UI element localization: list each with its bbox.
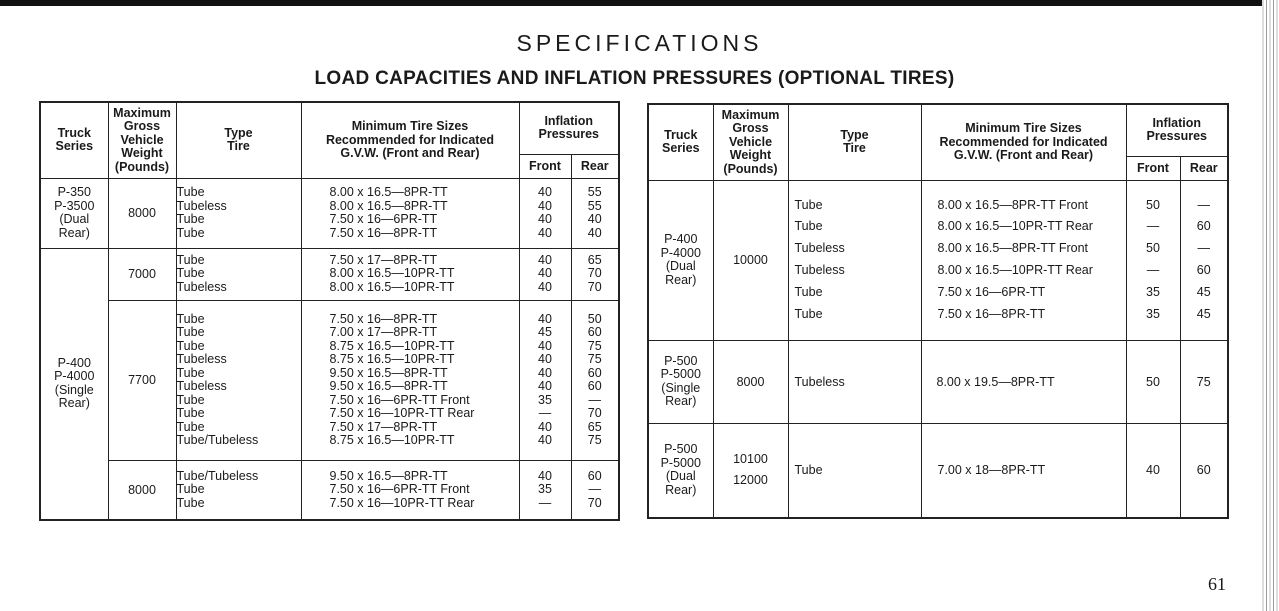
- header-truck-series: Truck Series: [40, 102, 108, 178]
- table-row: [40, 248, 619, 300]
- table-row: [648, 423, 1228, 518]
- header-tire-sizes: Minimum Tire Sizes Recommended for Indicated G.V.W. (Front and Rear): [301, 102, 519, 178]
- page-subtitle: LOAD CAPACITIES AND INFLATION PRESSURES (OPTIONAL TIRES): [314, 68, 955, 89]
- size-cell: 8.00 x 19.5—8PR-TT: [921, 340, 1126, 423]
- type-cell: Tube: [788, 423, 921, 518]
- weight-cell: 7700: [108, 300, 176, 460]
- rear-cell: 50 60 75 75 60 60 — 70 65 75: [571, 300, 619, 460]
- type-cell: Tube Tube Tubeless Tubeless Tube Tube: [788, 180, 921, 340]
- front-cell: 40 45 40 40 40 40 35 — 40 40: [519, 300, 571, 460]
- header-inflation: Inflation Pressures: [519, 102, 619, 154]
- size-cell: 8.00 x 16.5—8PR-TT 8.00 x 16.5—8PR-TT 7.50 x 16—6PR-TT 7.50 x 16—8PR-TT: [301, 178, 519, 248]
- rear-cell: 65 70 70: [571, 248, 619, 300]
- rear-cell: 60 — 70: [571, 460, 619, 520]
- table-row: [648, 340, 1228, 423]
- type-cell: Tube Tube Tube Tubeless Tube Tubeless Tube Tube Tube Tube/Tubeless: [176, 300, 301, 460]
- truck-series-cell: P-400 P-4000 (Dual Rear): [648, 180, 713, 340]
- table-row: [648, 180, 1228, 340]
- front-cell: 50 — 50 — 35 35: [1126, 180, 1180, 340]
- rear-cell: — 60 — 60 45 45: [1180, 180, 1228, 340]
- weight-cell: 10000: [713, 180, 788, 340]
- header-front: Front: [519, 154, 571, 178]
- header-truck-series: Truck Series: [648, 104, 713, 180]
- weight-cell: 8000: [713, 340, 788, 423]
- front-cell: 40 40 40 40: [519, 178, 571, 248]
- top-rule: [0, 0, 1279, 6]
- right-spec-table: [647, 103, 1229, 519]
- table-row: [40, 178, 619, 248]
- front-cell: 40: [1126, 423, 1180, 518]
- size-cell: 7.50 x 16—8PR-TT 7.00 x 17—8PR-TT 8.75 x 16.5—10PR-TT 8.75 x 16.5—10PR-TT 9.50 x 16.5—8PR-TT 9.50 x 16.5—8PR-TT 7.50 x 16—6PR-TT Front 7.50 x 16—10PR-TT Rear 7.50 x 17—8PR-TT 8.75 x 16.5—10PR-TT: [301, 300, 519, 460]
- truck-series-cell: P-350 P-3500 (Dual Rear): [40, 178, 108, 248]
- front-cell: 50: [1126, 340, 1180, 423]
- type-cell: Tube Tubeless Tube Tube: [176, 178, 301, 248]
- header-tire-sizes: Minimum Tire Sizes Recommended for Indicated G.V.W. (Front and Rear): [921, 104, 1126, 180]
- header-weight: Maximum Gross Vehicle Weight (Pounds): [713, 104, 788, 180]
- truck-series-cell: P-500 P-5000 (Dual Rear): [648, 423, 713, 518]
- header-rear: Rear: [1180, 156, 1228, 180]
- header-type-tire: Type Tire: [788, 104, 921, 180]
- weight-cell: 10100 12000: [713, 423, 788, 518]
- type-cell: Tube Tube Tubeless: [176, 248, 301, 300]
- size-cell: 7.00 x 18—8PR-TT: [921, 423, 1126, 518]
- page-edge: [1262, 0, 1279, 611]
- truck-series-cell: P-500 P-5000 (Single Rear): [648, 340, 713, 423]
- table-row: [40, 300, 619, 460]
- rear-cell: 55 55 40 40: [571, 178, 619, 248]
- type-cell: Tubeless: [788, 340, 921, 423]
- truck-series-cell: P-400 P-4000 (Single Rear): [40, 248, 108, 520]
- header-weight: Maximum Gross Vehicle Weight (Pounds): [108, 102, 176, 178]
- page-title: SPECIFICATIONS: [516, 30, 763, 56]
- weight-cell: 8000: [108, 178, 176, 248]
- header-front: Front: [1126, 156, 1180, 180]
- weight-cell: 8000: [108, 460, 176, 520]
- table-row: [40, 460, 619, 520]
- size-cell: 7.50 x 17—8PR-TT 8.00 x 16.5—10PR-TT 8.00 x 16.5—10PR-TT: [301, 248, 519, 300]
- type-cell: Tube/Tubeless Tube Tube: [176, 460, 301, 520]
- weight-cell: 7000: [108, 248, 176, 300]
- front-cell: 40 40 40: [519, 248, 571, 300]
- front-cell: 40 35 —: [519, 460, 571, 520]
- rear-cell: 75: [1180, 340, 1228, 423]
- size-cell: 8.00 x 16.5—8PR-TT Front 8.00 x 16.5—10PR-TT Rear 8.00 x 16.5—8PR-TT Front 8.00 x 16.5—10PR-TT Rear 7.50 x 16—6PR-TT 7.50 x 16—8PR-TT: [921, 180, 1126, 340]
- rear-cell: 60: [1180, 423, 1228, 518]
- header-inflation: Inflation Pressures: [1126, 104, 1228, 156]
- header-rear: Rear: [571, 154, 619, 178]
- left-spec-table: [39, 101, 620, 521]
- header-type-tire: Type Tire: [176, 102, 301, 178]
- page-number: 61: [1208, 574, 1226, 594]
- size-cell: 9.50 x 16.5—8PR-TT 7.50 x 16—6PR-TT Front 7.50 x 16—10PR-TT Rear: [301, 460, 519, 520]
